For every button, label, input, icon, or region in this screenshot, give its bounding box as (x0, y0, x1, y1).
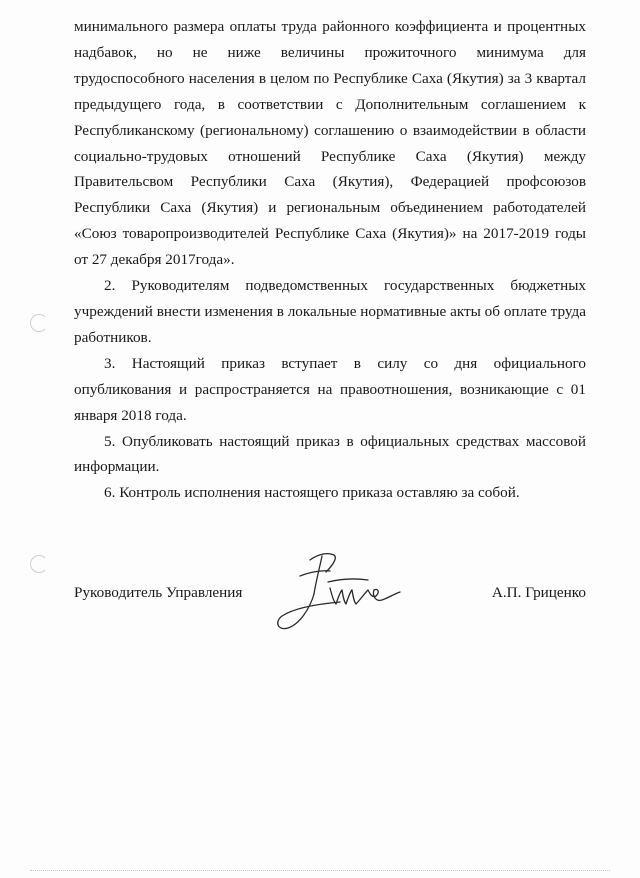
punch-hole-mark (30, 555, 48, 573)
signatory-name: А.П. Гриценко (491, 584, 586, 601)
document-body (74, 14, 586, 506)
signature-block (74, 580, 586, 620)
paragraph-item-6: 6. Контроль исполнения настоящего приказа оставляю за собой. (104, 484, 520, 502)
signatory-title: Руководитель Управления (74, 584, 243, 601)
paragraph-item-5: 5. Опубликовать настоящий приказ в официальных средствах массовой информации. (74, 432, 586, 476)
scan-bottom-edge (30, 870, 610, 871)
paragraph-item-3: 3. Настоящий приказ вступает в силу со дня официального опубликования и распространяется на правоотношения, возникающие с 01 января 2018 года. (74, 354, 586, 424)
paragraph-item-2: 2. Руководителям подведомственных государственных бюджетных учреждений внести изменения в локальные нормативные акты об оплате труда работников. (74, 277, 586, 346)
paragraph-continuation: минимального размера оплаты труда районного коэффициента и процентных надбавок, но не ниже величины прожиточного минимума для трудоспособного населения в целом по Республике Саха (Якутия) за 3 квартал предыдущего года, в соответствии с Дополнительным соглашением к Республиканскому (региональному) соглашению о взаимодействии в области социально-трудовых отношений Республике Саха (Якутия) между Правительсвом Республики Саха (Якутия), Федерацией профсоюзов Республики Саха (Якутия) и региональным объединением работодателей «Союз товаропроизводителей Республике Саха (Якутия)» на 2017-2019 годы от 27 декабря 2017года». (74, 18, 586, 269)
punch-hole-mark (30, 314, 48, 332)
